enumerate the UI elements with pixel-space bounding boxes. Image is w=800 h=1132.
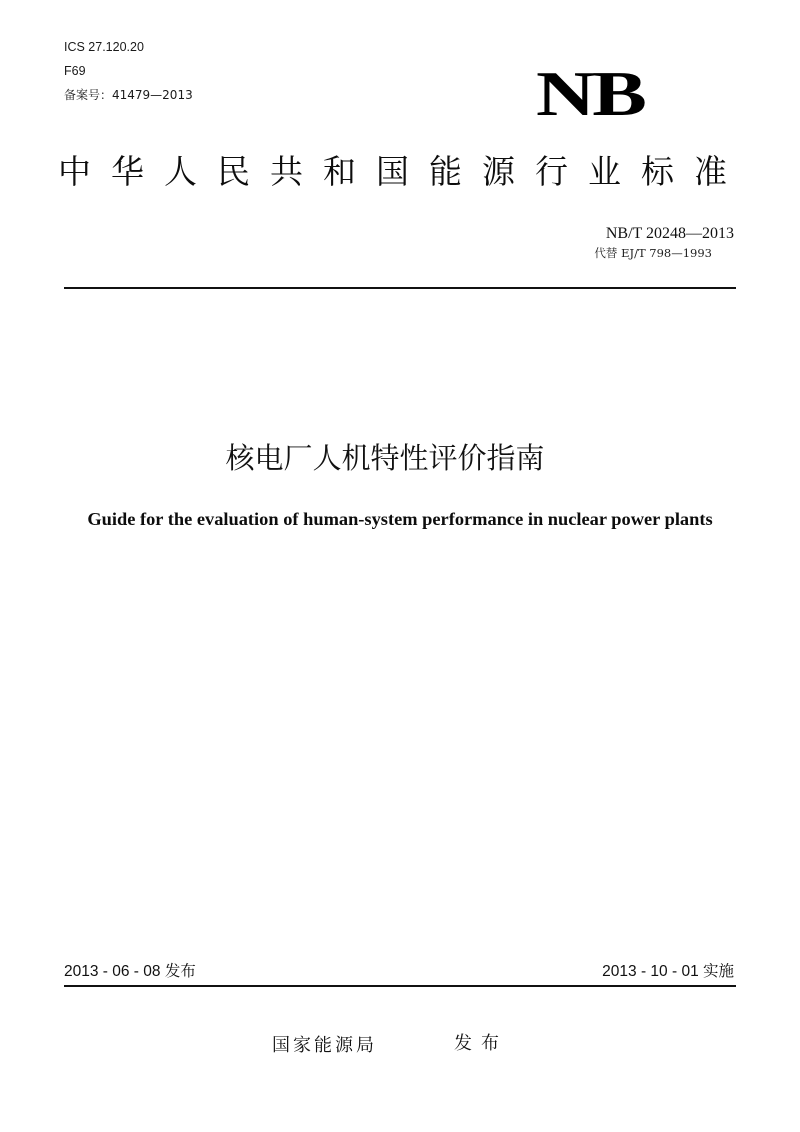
- standard-number: NB/T 20248—2013: [605, 225, 734, 242]
- nb-logo: NB: [536, 58, 644, 130]
- issue-date: 2013 - 06 - 08 发布: [64, 963, 196, 980]
- document-title-cn: 核电厂人机特性评价指南: [225, 441, 545, 475]
- bottom-divider: [64, 985, 736, 987]
- standard-category-title: 中华人民共和国能源行业标准: [58, 152, 747, 191]
- top-divider: [64, 287, 736, 289]
- replaced-standard: 代替 EJ/T 798—1993: [594, 246, 712, 260]
- document-title-en: Guide for the evaluation of human-system performance in nuclear power plants: [87, 509, 713, 529]
- ics-code: ICS 27.120.20: [64, 40, 144, 54]
- classification-code: F69: [64, 64, 86, 78]
- implementation-date: 2013 - 10 - 01 实施: [602, 963, 734, 980]
- issuing-authority: 国家能源局: [272, 1035, 377, 1056]
- issue-action: 发布: [454, 1033, 508, 1054]
- record-number: 备案号：41479—2013: [64, 88, 193, 102]
